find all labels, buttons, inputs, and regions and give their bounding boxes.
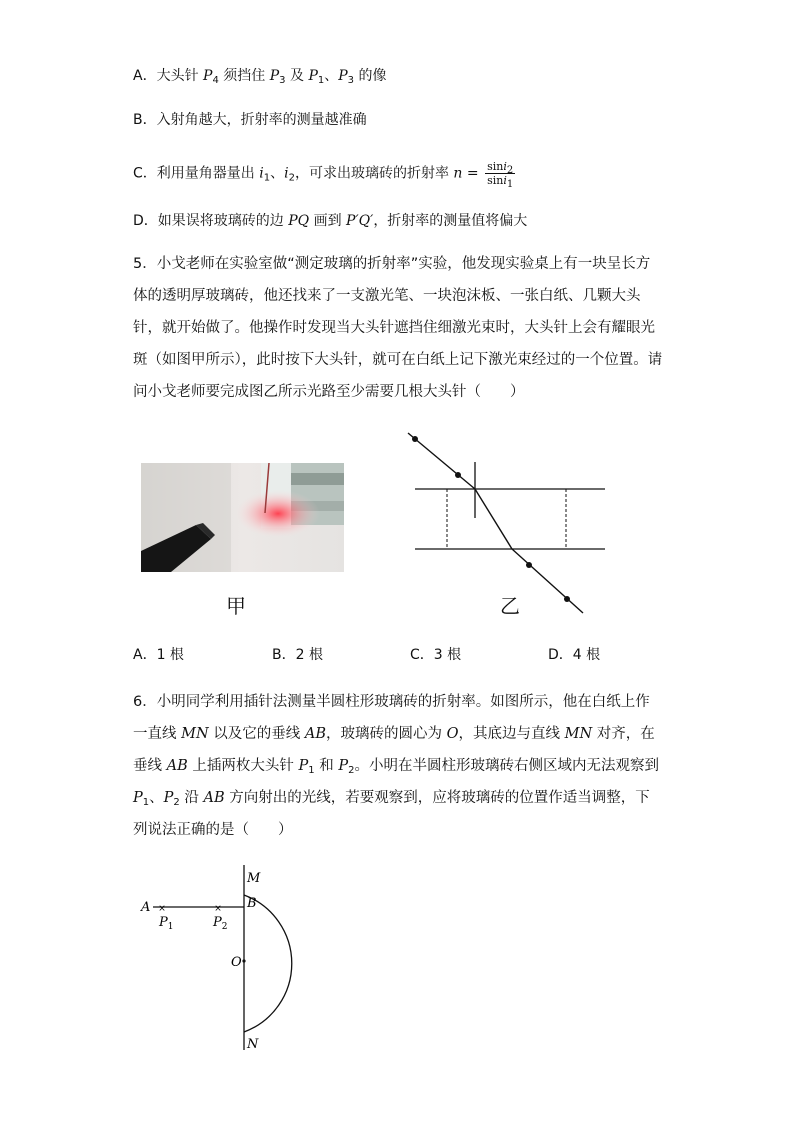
center-o-dot [242,959,245,962]
question-5-text: 5．小戈老师在实验室做“测定玻璃的折射率”实验，他发现实验桌上有一块呈长方体的透明厚玻璃砖，他还找来了一支激光笔、一块泡沫板、一张白纸、几颗大头针，就开始做了。他操作时发现当大头针遮挡住细激光束时，大头针上会有耀眼光斑（如图甲所示），此时按下大头针，就可在白纸上记下激光束经过的一个位置。请问小戈老师要完成图乙所示光路至少需要几根大头针（ ） [133,256,663,400]
pin-p2-mark: × [214,904,222,914]
pin-dot [455,472,461,478]
refracted-ray [475,489,512,549]
label-m: M [247,871,261,886]
refraction-fraction: $\frac{\sin i_2}{\sin i_1}$ [487,160,514,190]
laser-photo [141,463,344,572]
option-c: C．利用量角器量出 $i_1$、$i_2$，可求出玻璃砖的折射率 n = $\frac{\sin i_2}{\sin i_1}$ [133,160,514,190]
incident-ray [408,433,475,489]
option-d: D．如果误将玻璃砖的边 PQ 画到 P′Q′，折射率的测量值将偏大 [133,213,528,229]
semicircle-glass-diagram [135,860,335,1060]
label-o: O [231,955,242,970]
question-6-text: 6．小明同学利用插针法测量半圆柱形玻璃砖的折射率。如图所示，他在白纸上作一直线 MN 以及它的垂线 AB，玻璃砖的圆心为 O，其底边与直线 MN 对齐，在垂线 AB 上插两枚大头针 $P_1$ 和 $P_2$。小明在半圆柱形玻璃砖右侧区域内无法观察到 $P_1$、$P_2$ 沿 AB 方向射出的光线，若要观察到，应将玻璃砖的位置作适当调整，下列说法正确的是（ ） [133,694,659,838]
pin-dot [526,562,532,568]
label-p1: $P_1$ [159,915,174,932]
label-p2: $P_2$ [213,915,228,932]
q5-option-d: D．4 根 [548,647,601,663]
pin-dot [564,596,570,602]
label-n: N [247,1037,259,1052]
label-a: A [141,900,151,915]
option-b: B．入射角越大，折射率的测量越准确 [133,112,367,128]
q5-option-b: B．2 根 [272,647,323,663]
pin-p1-mark: × [158,904,166,914]
caption-right: 乙 [500,594,520,618]
q5-option-c: C．3 根 [410,647,462,663]
caption-left: 甲 [226,594,246,618]
emergent-ray [512,549,583,613]
pin-dot [412,436,418,442]
semicircle-arc [244,895,292,1032]
option-a: A．大头针 $P_4$ 须挡住 $P_3$ 及 $P_1$、$P_3$ 的像 [133,68,387,86]
q5-option-a: A．1 根 [133,647,184,663]
label-b: B [247,896,257,911]
